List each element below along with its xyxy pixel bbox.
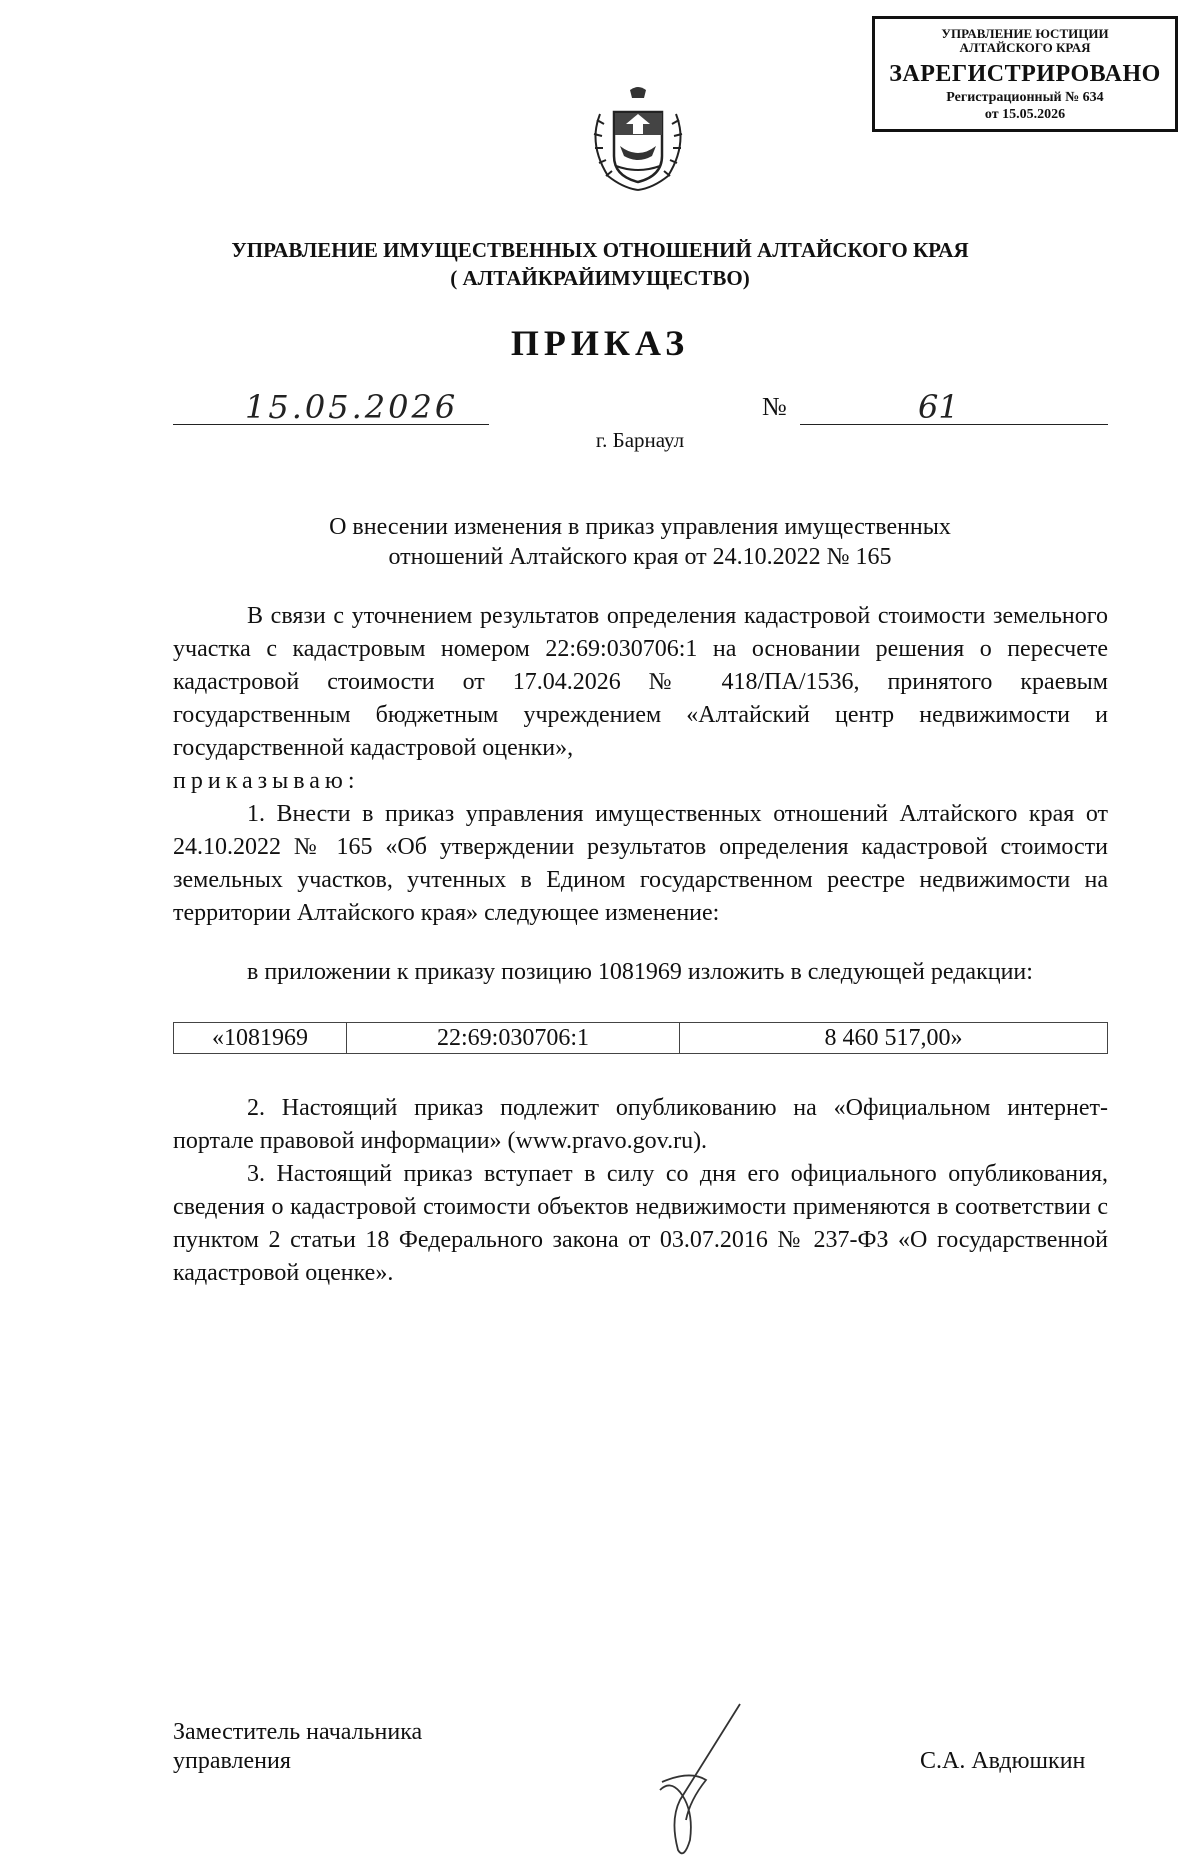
signatory-name: С.А. Авдюшкин xyxy=(920,1748,1086,1774)
order-word: приказываю: xyxy=(173,768,360,794)
paragraph-item-2: 2. Настоящий приказ подлежит опубликованию на «Официальном интернет-портале правовой информации» (www.pravo.gov.ru). xyxy=(173,1095,1108,1154)
handwritten-date: 15.05.2026 xyxy=(245,388,459,426)
table-cell-cadastral-value: 8 460 517,00» xyxy=(680,1023,1108,1054)
table-row xyxy=(174,1023,1108,1054)
coat-of-arms-emblem xyxy=(578,84,698,194)
number-underline xyxy=(800,424,1108,425)
city: г. Барнаул xyxy=(595,428,685,452)
paragraph-preamble: В связи с уточнением результатов определения кадастровой стоимости земельного участка с кадастровым номером 22:69:030706:1 на основании решения о пересчете кадастровой стоимости от 17.04.2026 № 418/ПА/1536, принятого краевым государственным бюджетным учреждением «Алтайский центр недвижимости и государственной кадастровой оценки», xyxy=(173,603,1108,761)
subject-line2: отношений Алтайского края от 24.10.2022 № 165 xyxy=(388,544,892,570)
stamp-line2: АЛТАЙСКОГО КРАЯ xyxy=(959,40,1091,55)
paragraph-item-1: 1. Внести в приказ управления имущественных отношений Алтайского края от 24.10.2022 № 165 «Об утверждении результатов определения кадастровой стоимости земельных участков, учтенных в Едином государственном реестре недвижимости на территории Алтайского края» следующее изменение: xyxy=(173,801,1108,926)
signatory-position xyxy=(173,1718,422,1776)
organization-short-name: ( АЛТАЙКРАЙИМУЩЕСТВО) xyxy=(450,266,750,290)
stamp-reg-number: Регистрационный № 634 xyxy=(946,90,1104,105)
number-label: № xyxy=(762,392,787,421)
stamp-line1: УПРАВЛЕНИЕ ЮСТИЦИИ xyxy=(941,26,1109,41)
document-type-title: ПРИКАЗ xyxy=(510,323,690,363)
table-cell-position: «1081969 xyxy=(174,1023,347,1054)
order-subject xyxy=(200,512,1080,572)
registration-stamp xyxy=(872,16,1178,132)
stamp-status: ЗАРЕГИСТРИРОВАНО xyxy=(889,61,1161,87)
handwritten-number: 61 xyxy=(918,388,959,426)
stamp-reg-date: от 15.05.2026 xyxy=(984,107,1066,122)
subject-line1: О внесении изменения в приказ управления имущественных xyxy=(329,514,951,540)
paragraph-item-3: 3. Настоящий приказ вступает в силу со дня его официального опубликования, сведения о кадастровой стоимости объектов недвижимости применяются в соответствии с пунктом 2 статьи 18 Федерального закона от 03.07.2016 № 237-ФЗ «О государственной кадастровой оценке». xyxy=(173,1161,1108,1286)
organization-name: УПРАВЛЕНИЕ ИМУЩЕСТВЕННЫХ ОТНОШЕНИЙ АЛТАЙСКОГО КРАЯ xyxy=(231,238,969,262)
position-table xyxy=(173,1022,1108,1054)
table-cell-cadastral-number: 22:69:030706:1 xyxy=(347,1023,680,1054)
date-underline xyxy=(173,424,489,425)
handwritten-signature xyxy=(650,1700,750,1860)
signatory-position-line2: управления xyxy=(173,1748,291,1774)
signatory-position-line1: Заместитель начальника xyxy=(173,1719,423,1745)
paragraph-position: в приложении к приказу позицию 1081969 изложить в следующей редакции: xyxy=(247,959,1033,985)
